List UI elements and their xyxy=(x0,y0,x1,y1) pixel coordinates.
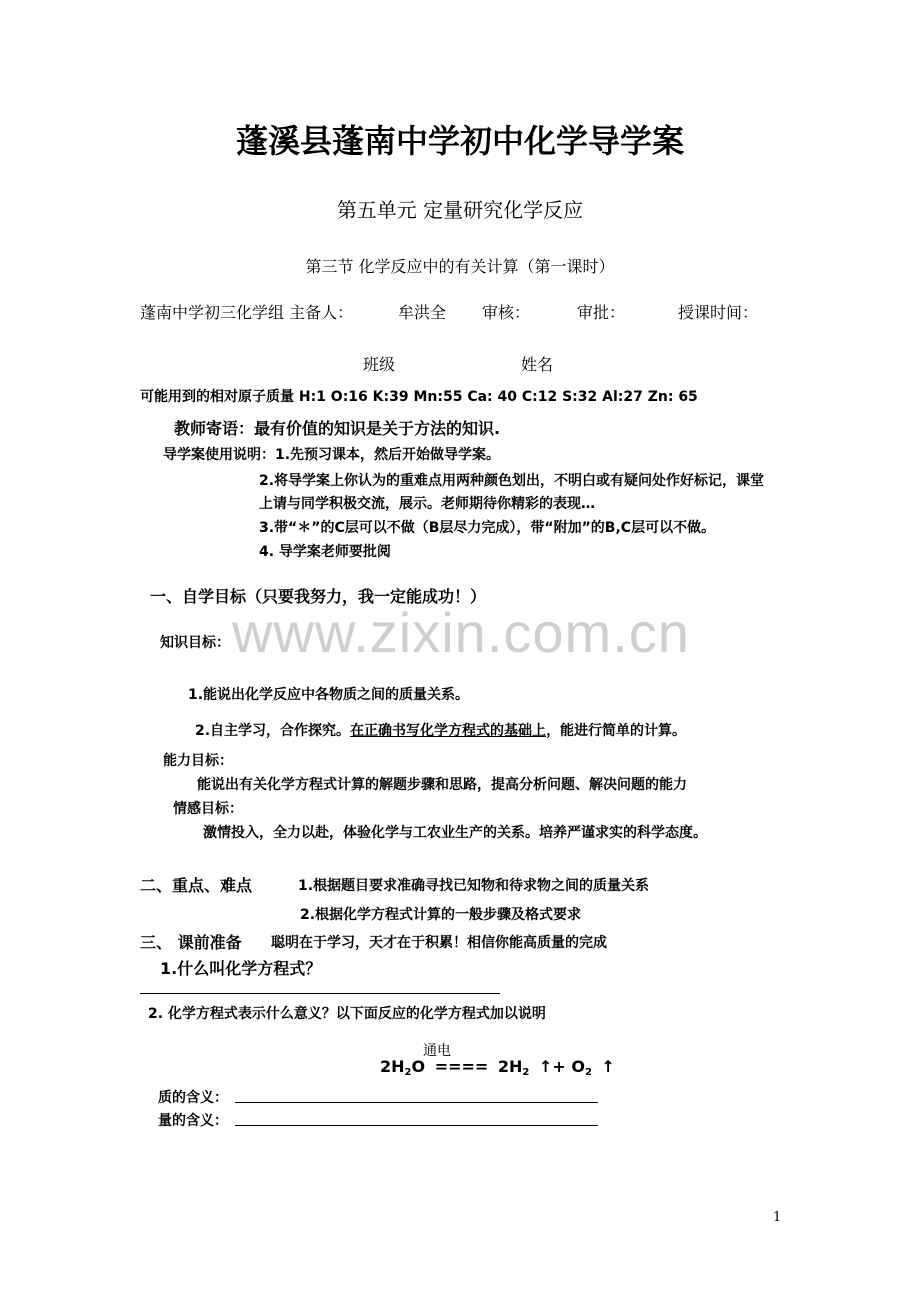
quality-answer-line[interactable] xyxy=(235,1102,598,1103)
unit-title: 第五单元 定量研究化学反应 xyxy=(336,198,584,222)
class-label: 班级 xyxy=(363,355,396,374)
quantity-meaning-label: 量的含义： xyxy=(158,1113,228,1129)
section-title: 第三节 化学反应中的有关计算（第一课时） xyxy=(305,257,615,276)
knowledge-goal-2-underlined: 在正确书写化学方程式的基础上 xyxy=(350,723,547,739)
class-time-label: 授课时间： xyxy=(678,303,759,322)
reaction-condition: 通电 xyxy=(423,1043,451,1059)
knowledge-goal-2 xyxy=(195,720,686,740)
reactant-h-subscript: 2 xyxy=(404,1067,412,1078)
product-o2: ↑+ O xyxy=(538,1057,585,1076)
instruction-item-3: 3.带“＊”的C层可以不做（B层尽力完成），带“附加”的B,C层可以不做。 xyxy=(259,520,716,536)
key-point-2: 2.根据化学方程式计算的一般步骤及格式要求 xyxy=(300,907,582,923)
product-h2-subscript: 2 xyxy=(522,1067,530,1078)
approve-label: 审批： xyxy=(577,303,626,322)
ability-goal-label: 能力目标： xyxy=(163,753,233,769)
answer-line-q1 xyxy=(140,993,500,994)
reactant-h: 2H xyxy=(380,1057,405,1076)
section-3-heading: 三、 课前准备 xyxy=(140,933,242,952)
knowledge-goal-label: 知识目标： xyxy=(160,635,230,651)
quality-meaning-label: 质的含义： xyxy=(158,1090,228,1106)
ability-goal-text: 能说出有关化学方程式计算的解题步骤和思路，提高分析问题、解决问题的能力 xyxy=(197,777,687,793)
emotion-goal-label: 情感目标： xyxy=(173,801,243,817)
watermark: www.zixin.com.cn xyxy=(232,601,690,664)
gas-arrow: ↑ xyxy=(601,1057,615,1076)
knowledge-goal-2-prefix: 2.自主学习，合作探究。 xyxy=(195,723,351,739)
name-label: 姓名 xyxy=(521,355,554,374)
atomic-masses: 可能用到的相对原子质量 H:1 O:16 K:39 Mn:55 Ca: 40 C:12 S:32 Al:27 Zn: 65 xyxy=(140,389,698,405)
equation-sign: ==== xyxy=(434,1057,489,1076)
page-number: 1 xyxy=(773,1210,782,1225)
product-h2: 2H xyxy=(497,1057,523,1076)
key-point-1: 1.根据题目要求准确寻找已知物和待求物之间的质量关系 xyxy=(298,878,650,894)
reactant-o: O xyxy=(411,1057,426,1076)
section-1-heading: 一、自学目标（只要我努力，我一定能成功！） xyxy=(150,587,487,606)
section-3-motto: 聪明在于学习，天才在于积累！相信你能高质量的完成 xyxy=(271,935,607,951)
product-o2-subscript: 2 xyxy=(584,1067,592,1078)
instruction-item-2: 2.将导学案上你认为的重难点用两种颜色划出，不明白或有疑问处作好标记，课堂 xyxy=(259,473,765,489)
preparer-name: 牟洪全 xyxy=(398,303,447,322)
instruction-item-1: 1.先预习课本，然后开始做导学案。 xyxy=(275,447,501,463)
quantity-answer-line[interactable] xyxy=(235,1125,598,1126)
group-label: 蓬南中学初三化学组 主备人： xyxy=(140,303,354,322)
emotion-goal-text: 激情投入，全力以赴，体验化学与工农业生产的关系。培养严谨求实的科学态度。 xyxy=(203,825,707,841)
instruction-item-2-cont: 上请与同学积极交流，展示。老师期待你精彩的表现… xyxy=(259,496,595,512)
chemical-equation xyxy=(380,1057,615,1078)
section-2-heading: 二、重点、难点 xyxy=(140,876,253,895)
question-2: 2. 化学方程式表示什么意义？以下面反应的化学方程式加以说明 xyxy=(148,1006,546,1022)
teacher-message: 教师寄语：最有价值的知识是关于方法的知识. xyxy=(174,419,501,438)
knowledge-goal-1: 1.能说出化学反应中各物质之间的质量关系。 xyxy=(188,687,470,703)
instruction-item-4: 4. 导学案老师要批阅 xyxy=(259,544,391,560)
knowledge-goal-2-suffix: ，能进行简单的计算。 xyxy=(546,723,687,739)
instructions-label: 导学案使用说明： xyxy=(163,447,275,463)
review-label: 审核： xyxy=(482,303,531,322)
question-1: 1.什么叫化学方程式？ xyxy=(160,959,322,978)
document-title: 蓬溪县蓬南中学初中化学导学案 xyxy=(235,122,684,160)
